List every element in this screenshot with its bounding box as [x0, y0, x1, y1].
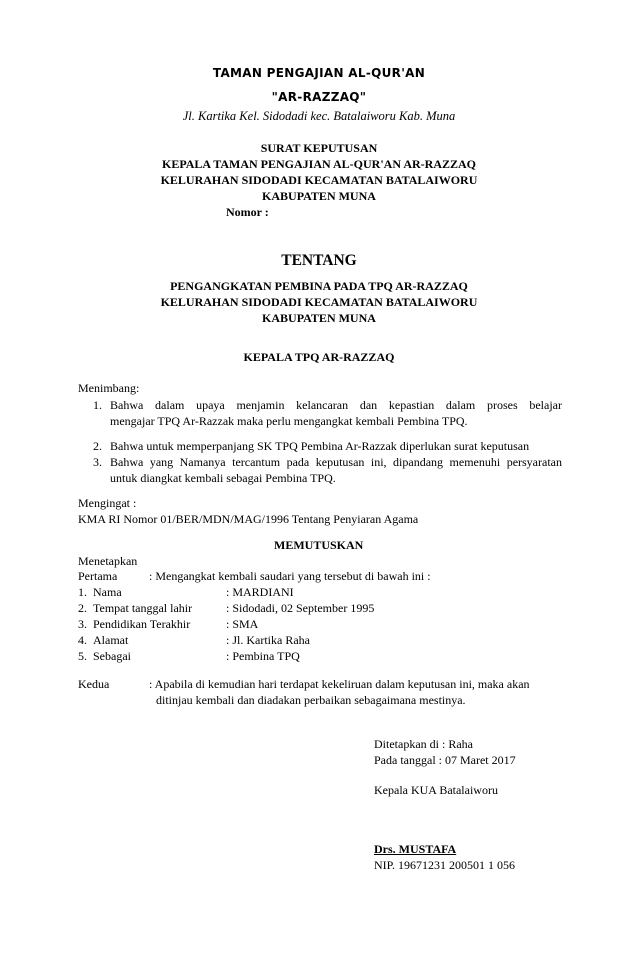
signer-name: Drs. MUSTAFA [374, 842, 457, 856]
memutuskan-heading: MEMUTUSKAN [274, 538, 364, 552]
field-label-sebagai: Sebagai [93, 649, 131, 663]
pertama-text: : Mengangkat kembali saudari yang tersebut di bawah ini : [149, 569, 431, 583]
signer-nip: NIP. 19671231 200501 1 056 [374, 858, 516, 872]
letterhead-subname: "AR-RAZZAQ" [271, 90, 367, 104]
field-num: 2. [78, 601, 87, 615]
pada-tanggal: Pada tanggal : 07 Maret 2017 [374, 753, 516, 767]
field-value-ttl: : Sidodadi, 02 September 1995 [226, 601, 375, 615]
menimbang-item-text: untuk diangkat kembali sebagai Pembina TPQ. [110, 471, 336, 485]
pertama-label: Pertama [78, 569, 118, 583]
field-label-alamat: Alamat [93, 633, 129, 647]
kepala-heading: KEPALA TPQ AR-RAZZAQ [243, 350, 395, 364]
menimbang-item-text: Bahwa dalam upaya menjamin kelancaran dan kepastian dalam proses belajar [110, 398, 562, 412]
field-label-nama: Nama [93, 585, 122, 599]
mengingat-label: Mengingat : [78, 496, 137, 510]
field-num: 5. [78, 649, 87, 663]
menimbang-item-num: 1. [93, 398, 102, 412]
menimbang-item-text: Bahwa untuk memperpanjang SK TPQ Pembina Ar-Razzak diperlukan surat keputusan [110, 439, 530, 453]
field-num: 1. [78, 585, 87, 599]
field-label-ttl: Tempat tanggal lahir [93, 601, 193, 615]
mengingat-text: KMA RI Nomor 01/BER/MDN/MAG/1996 Tentang Penyiaran Agama [78, 512, 419, 526]
title-surat-keputusan: SURAT KEPUTUSAN [260, 141, 378, 155]
menimbang-label: Menimbang: [78, 381, 140, 395]
field-value-pendidikan: : SMA [226, 617, 259, 631]
title-kelurahan: KELURAHAN SIDODADI KECAMATAN BATALAIWORU [160, 173, 478, 187]
tentang-heading: TENTANG [281, 252, 357, 269]
tentang-line2: KELURAHAN SIDODADI KECAMATAN BATALAIWORU [160, 295, 478, 309]
kedua-line2: ditinjau kembali dan diadakan perbaikan sebagaimana mestinya. [156, 693, 466, 707]
field-value-alamat: : Jl. Kartika Raha [226, 633, 310, 647]
field-num: 4. [78, 633, 87, 647]
kedua-label: Kedua [78, 677, 110, 691]
field-value-sebagai: : Pembina TPQ [226, 649, 300, 663]
menetapkan-label: Menetapkan [78, 554, 138, 568]
kedua-line1: : Apabila di kemudian hari terdapat kekeliruan dalam keputusan ini, maka akan [149, 677, 530, 691]
ditetapkan-di: Ditetapkan di : Raha [374, 737, 473, 751]
title-kabupaten: KABUPATEN MUNA [262, 189, 376, 203]
tentang-line3: KABUPATEN MUNA [262, 311, 376, 325]
field-value-nama: : MARDIANI [226, 585, 294, 599]
title-kepala: KEPALA TAMAN PENGAJIAN AL-QUR'AN AR-RAZZAQ [161, 157, 476, 171]
field-label-pendidikan: Pendidikan Terakhir [93, 617, 191, 631]
menimbang-item-text: Bahwa yang Namanya tercantum pada keputusan ini, dipandang memenuhi persyaratan [110, 455, 562, 469]
menimbang-item-num: 3. [93, 455, 102, 469]
menimbang-item-text: mengajar TPQ Ar-Razzak maka perlu mengangkat kembali Pembina TPQ. [110, 414, 468, 428]
tentang-line1: PENGANGKATAN PEMBINA PADA TPQ AR-RAZZAQ [170, 279, 468, 293]
letterhead-name: TAMAN PENGAJIAN AL-QUR'AN [212, 66, 426, 80]
field-num: 3. [78, 617, 87, 631]
menimbang-item-num: 2. [93, 439, 102, 453]
nomor-label: Nomor : [226, 205, 269, 219]
signer-title: Kepala KUA Batalaiworu [374, 783, 498, 797]
letterhead-address: Jl. Kartika Kel. Sidodadi kec. Batalaiworu Kab. Muna [182, 109, 456, 123]
